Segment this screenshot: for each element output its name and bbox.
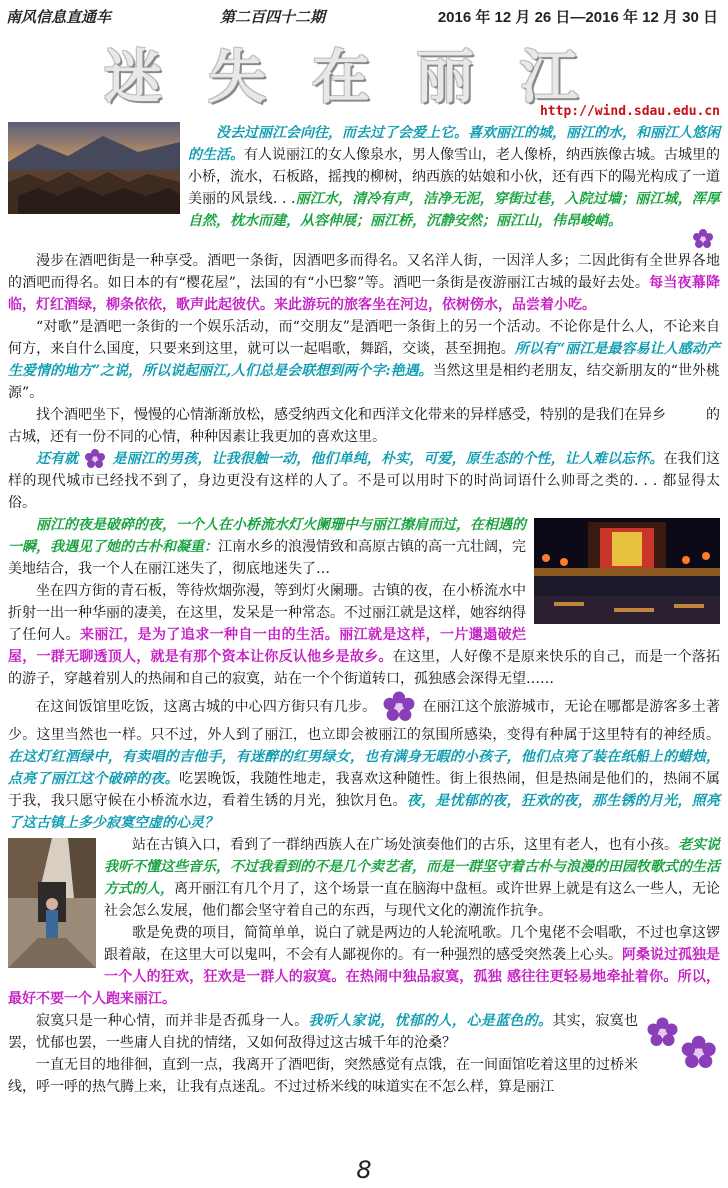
para-1: 没去过丽江会向往，而去过了会爱上它。喜欢丽江的城，丽江的水，和丽江人悠闲的生活。有人说丽江的女人像泉水，男人像雪山，老人像桥，纳西族像古城。古城里的小桥，流水，石板路，摇拽的柳树，纳西族的姑娘和小伙，还有西下的陽光构成了一道美丽的风景线. . .丽江水，清冷有声，洁净无泥，穿街过巷，入院过墙；丽江城，浑厚自然，枕水而建，从容伸展；丽江桥，沉静安然；丽江山，伟昂峻峭。 [188, 125, 720, 229]
page-header [6, 4, 722, 26]
para-6: 丽江的夜是破碎的夜，一个人在小桥流水灯火阑珊中与丽江擦肩而过，在相遇的一瞬，我遇见了她的古朴和凝重：江南水乡的浪漫情致和高原古镇的高一亢壮阔，完美地结合，我一个人在丽江迷失了，彻底地迷失了… [8, 517, 526, 577]
para-4: 找个酒吧坐下，慢慢的心情渐渐放松，感受纳西文化和西洋文化带来的异样感受，特别的是我们在异乡 的古城，还有一份不同的心情，种种因素让我更加的喜欢这里。 [8, 407, 720, 445]
para-7: 坐在四方街的青石板，等待炊烟弥漫，等到灯火阑珊。古镇的夜，在小桥流水中折射一出一种华丽的凄美，在这里，发呆是一种常态。不过丽江就是这样，她容纳得了任何人。来丽江，是为了追求一种自一由的生活。丽江就是这样，一片邋遢破烂屋，一群无聊透顶人，就是有那个资本让你反认他乡是故乡。在这里，人好像不是原来快乐的自己，而是一个落拓的游子，穿越着别人的热闹和自己的寂寞，站在一个个街道转口，孤独感会深得无望…… [8, 583, 721, 687]
para-3: “对歌”是酒吧一条街的一个娱乐活动，而“交朋友”是酒吧一条街上的另一个活动。不论你是什么人，不论来自何方，来自什么国度，只要来到这里，就可以一起唱歌，舞蹈，交谈，甚至拥抱。所以有“丽江是最容易让人感动产生爱情的地方”之说，所以说起丽江,人们总是会联想到两个字:艳遇。当然这里是相约老朋友，结交新朋友的“世外桃源”。 [8, 319, 721, 401]
page-number: 8 [356, 1156, 372, 1184]
para-9: 站在古镇入口，看到了一群纳西族人在广场处演奏他们的古乐，这里有老人，也有小孩。老实说我听不懂这些音乐，不过我看到的不是几个卖艺者，而是一群坚守着古朴与浪漫的田园牧歌式的生活方式的人，离开丽江有几个月了，这个场景一直在脑海中盘桓。或许世界上就是有这么一些人，无论社会怎么发展，他们都会坚守着自己的东西，与现代文化的潮流作抗争。 [104, 837, 720, 919]
article-body [8, 122, 720, 1098]
site-url[interactable]: http://wind.sdau.edu.cn [539, 104, 720, 119]
para-12: 一直无目的地徘徊，直到一点，我离开了酒吧街，突然感觉有点饿，在一间面馆吃着这里的过桥米线，呼一呼的热气腾上来，让我有点迷乱。不过过桥米线的味道实在不怎么样，算是丽江 [8, 1057, 638, 1095]
date-range: 2016 年 12 月 26 日—2016 年 12 月 30 日 [437, 9, 718, 26]
twin-flowers-icon [646, 1014, 720, 1074]
para-8: 在这间饭馆里吃饭，这离古城的中心四方街只有几步。 在丽江这个旅游城市，无论在哪都是游客多土著少。这里当然也一样。只不过，外人到了丽江，也立即会被丽江的氛围所感染，变得有种属于这里特有的神经质。在这灯红酒绿中，有卖唱的吉他手，有迷醉的红男绿女，也有满身无暇的小孩子，他们点亮了装在纸船上的蜡烛，点亮了丽江这个破碎的夜。吃罢晚饭，我随性地走，我喜欢这种随性。街上很热闹，但是热闹是他们的，热闹不属于我，我只愿守候在小桥流水边，看着生锈的月光，独饮月色。夜，是忧郁的夜，狂欢的夜，那生锈的月光，照亮了这古镇上多少寂寞空虚的心灵？ [8, 690, 720, 834]
purple-flower-icon [84, 448, 106, 470]
para-11: 寂寞只是一种心情，而并非是否孤身一人。我听人家说，忧郁的人，心是蓝色的。其实，寂寞也罢，忧郁也罢，一些庸人自扰的情绪，又如何敌得过这古城千年的沧桑？ [8, 1013, 639, 1051]
old-town-street-photo [8, 838, 96, 968]
issue-number: 第二百四十二期 [220, 8, 326, 26]
para-5: 还有就 是丽江的男孩，让我很触一动，他们单纯，朴实，可爱，原生态的个性，让人难以忘怀。在我们这样的现代城市已经找不到了，身边更没有这样的人了。不是可以用时下的时尚词语什么帅哥之类的. . . 都显得太俗。 [8, 448, 720, 514]
night-street-photo [534, 518, 720, 624]
para-10: 歌是免费的项目，简简单单，说白了就是两边的人轮流吼歌。几个鬼佬不会唱歌，不过也拿这锣跟着敲，在这里大可以鬼叫，不会有人鄙视你的。有一种强烈的感受突然袭上心头。阿桑说过孤独是一个人的狂欢，狂欢是一群人的寂寞。在热闹中独品寂寞，孤独 感往往更轻易地牵扯着你。所以，最好不要一个人跑来丽江。 [8, 925, 720, 1007]
para-2: 漫步在酒吧街是一种享受。酒吧一条街，因酒吧多而得名。又名洋人街，一因洋人多；二因此街有全世界各地的酒吧而得名。如日本的有“樱花屋”，法国的有“小巴黎”等。酒吧一条街是夜游丽江古城的最好去处。每当夜幕降临，灯红酒绿，柳条依依，歌声此起彼伏。来此游玩的旅客坐在河边，依树傍水，品尝着小吃。 [8, 253, 721, 313]
page-title: 迷失在丽江 [103, 43, 624, 111]
purple-flower-icon [382, 690, 416, 724]
rooftops-photo [8, 122, 180, 214]
purple-flower-icon [692, 228, 714, 250]
newsletter-name: 南风信息直通车 [6, 8, 112, 26]
